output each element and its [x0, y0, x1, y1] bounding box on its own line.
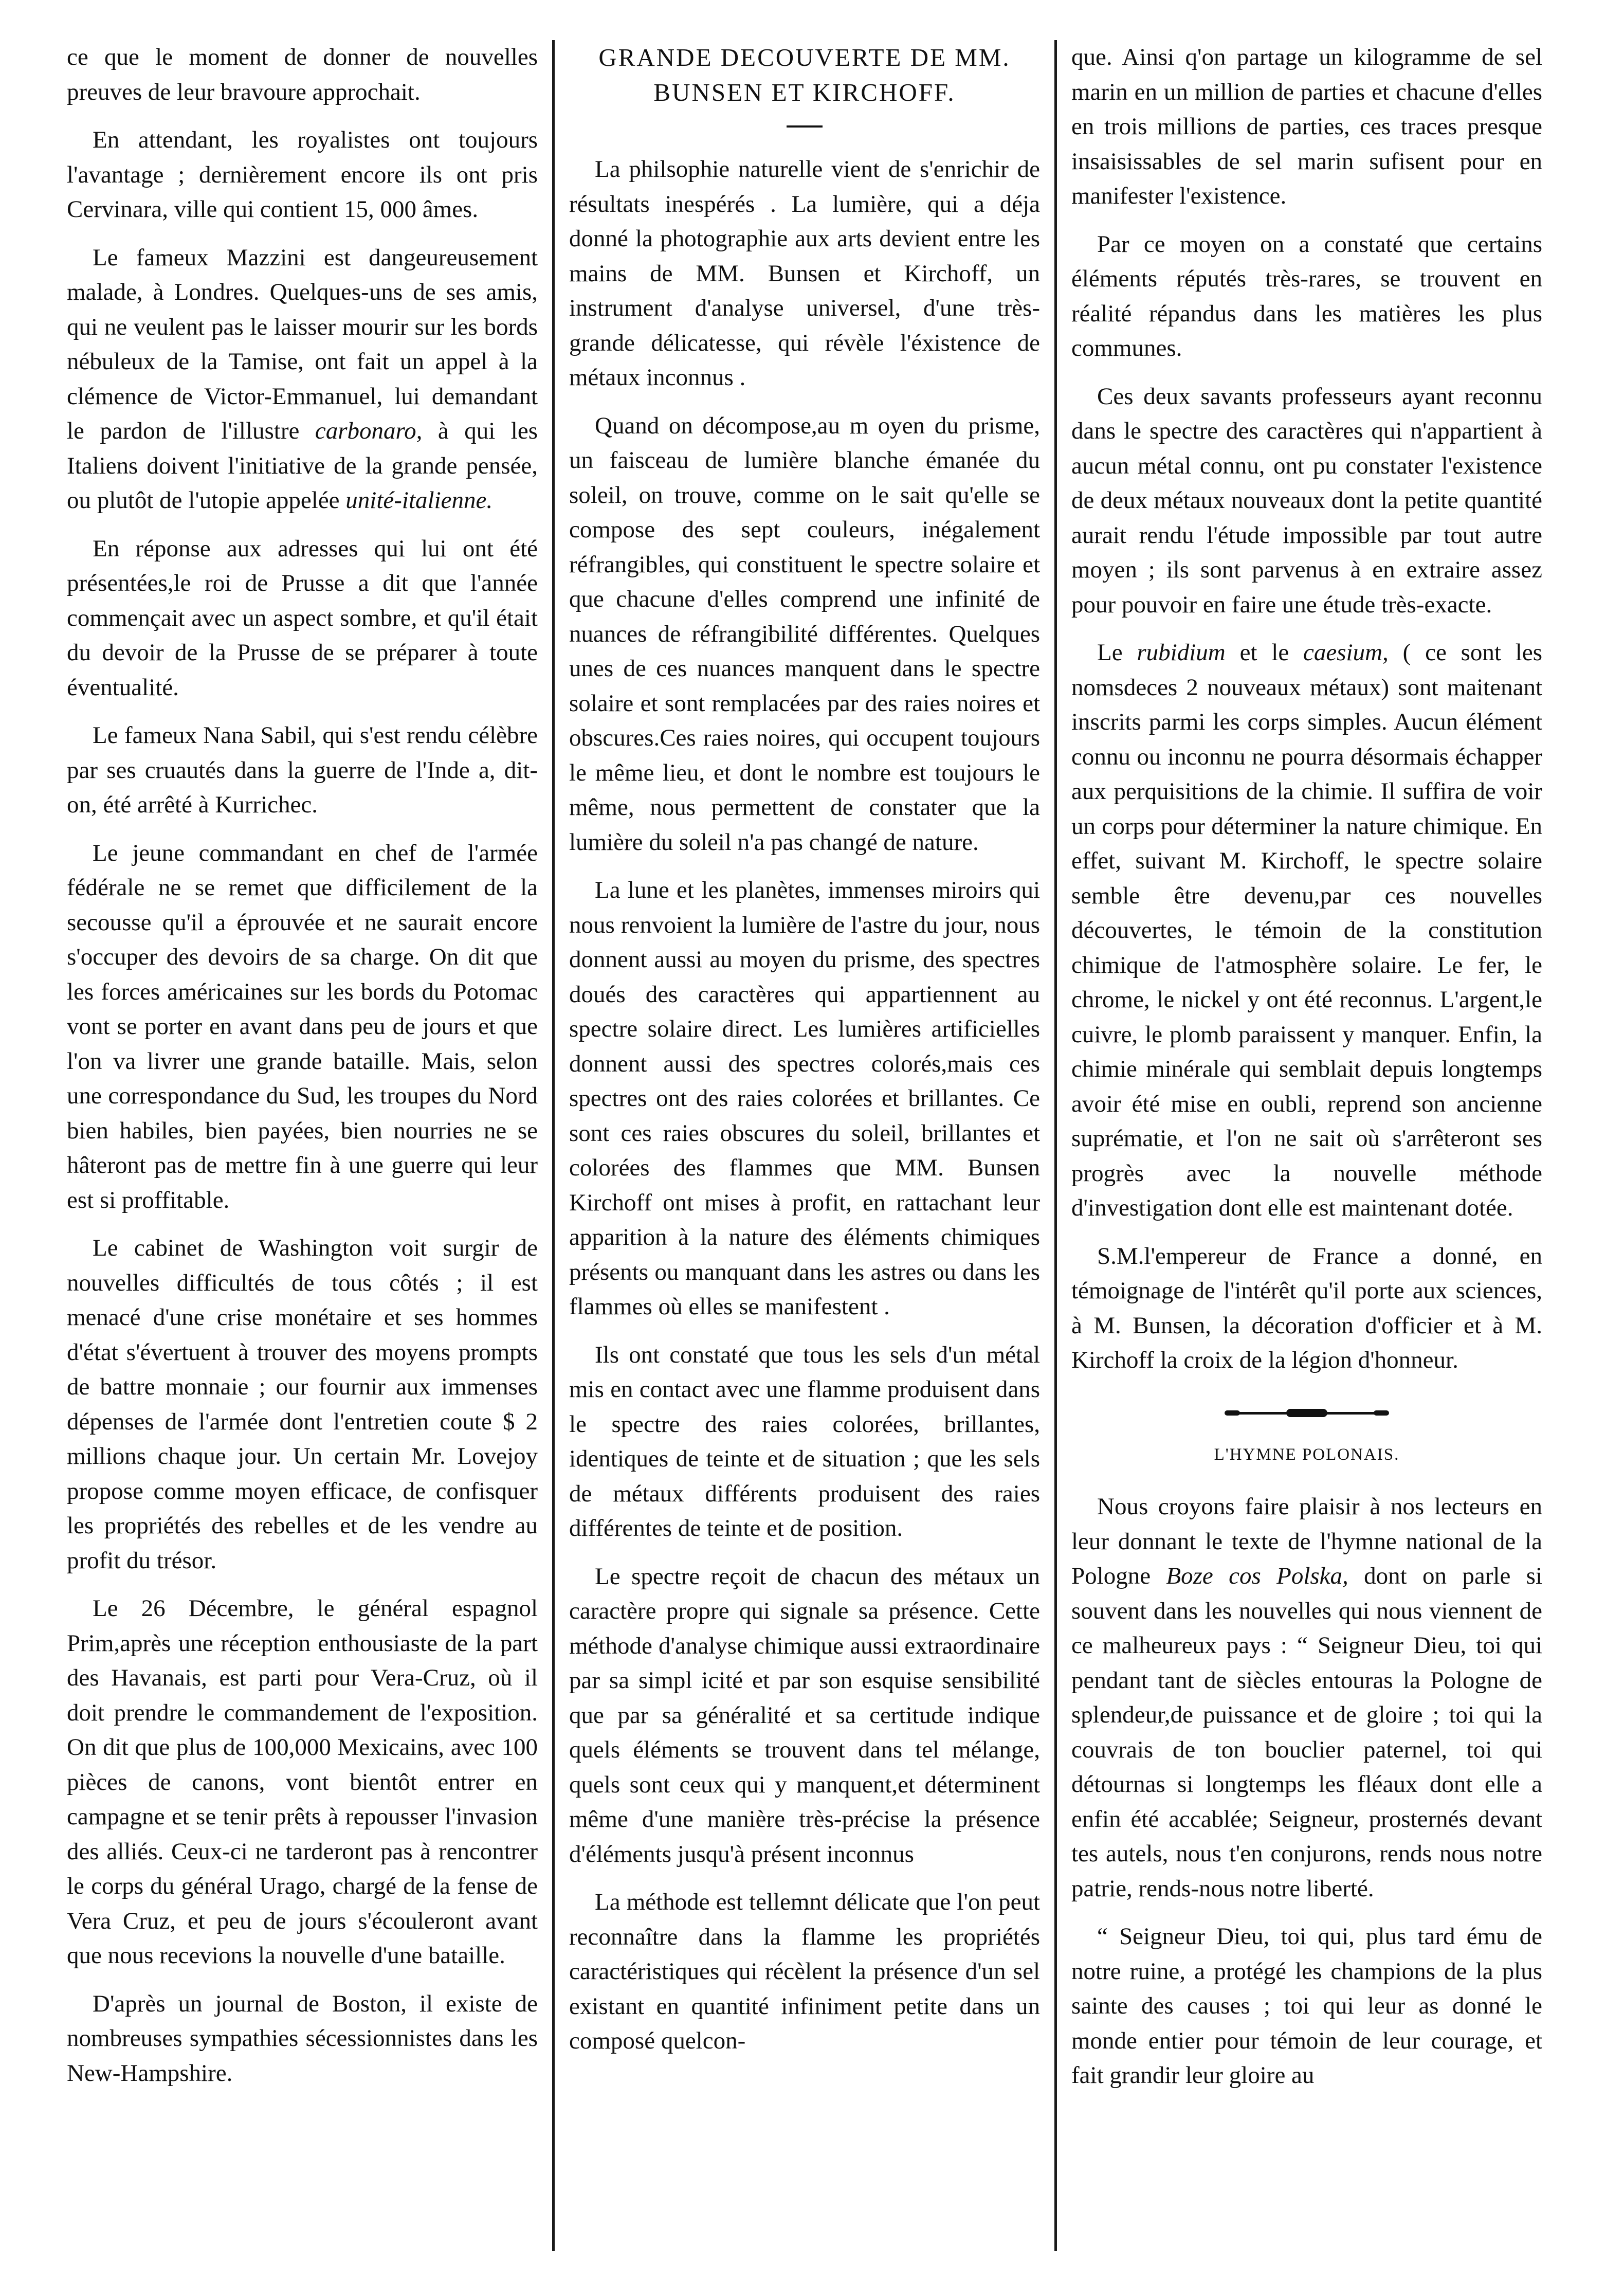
paragraph: La lune et les planètes, immenses miroirs qui nous renvoient la lumière de l'astre du jour, nous donnent aussi au moyen du prisme, des spectres doués des caractères qui appartiennent au spectre solaire direct. Les lumières artificielles donnent aussi des spectres colorés,mais ces spectres ont des raies colorées et brillantes. Ce sont ces raies obscures du soleil, brillantes et colorées des flammes que MM. Bunsen Kirchoff ont mises à profit, en rattachant leur apparition à la nature des éléments chimiques présents ou manquant dans les astres ou dans les flammes où elles se manifestent . — [569, 877, 1041, 1320]
section-divider-ornament — [1230, 1409, 1384, 1417]
paragraph: La philsophie naturelle vient de s'enrichir de résultats inespérés . La lumière, qui a déja donné la photographie aux arts devient entre les mains de MM. Bunsen et Kirchoff, un instrument d'analyse universel, d'une très-grande délicatesse, qui révèle l'éxistence de métaux inconnus . — [569, 156, 1041, 391]
italic-term: carbonaro, — [315, 418, 423, 444]
paragraph: Quand on décompose,au m oyen du prisme, un faisceau de lumière blanche émanée du soleil, on trouve, comme on le sait qu'elle se compose des sept couleurs, inégalement réfrangibles, qui constituent le spectre solaire et que chacune d'elles comprend une infinité de nuances de réfrangibilité différentes. Quelques unes de ces nuances manquent dans le spectre solaire et sont remplacées par des raies noires et obscures.Ces raies noires, qui occupent toujours le même lieu, et dont le nombre est toujours le même, nous permettent de constater que la lumière du soleil n'a pas changé de nature. — [569, 412, 1041, 856]
paragraph: Nous croyons faire plaisir à nos lecteurs en leur donnant le texte de l'hymne national de la Pologne Boze cos Polska, dont on parle si souvent dans les nouvelles qui nous viennent de ce malheureux pays : “ Seigneur Dieu, toi qui pendant tant de siècles entouras la Pologne de splendeur,de puissance et de gloire ; toi qui la couvrais de ton bouclier paternel, toi qui détournas si longtemps les fléaux dont elle a enfin été accablée; Seigneur, prosternés devant tes autels, nous t'en conjurons, rends nous notre patrie, rends-nous notre liberté. — [1071, 1493, 1543, 1902]
italic-title: Boze cos Polska, — [1166, 1563, 1348, 1589]
column-divider — [1054, 40, 1057, 2251]
column-2 — [559, 40, 1050, 2251]
column-3 — [1061, 40, 1553, 2251]
column-1 — [57, 40, 548, 2251]
paragraph: ce que le moment de donner de nouvelles preuves de leur bravoure approchait. — [67, 44, 538, 105]
paragraph: Le fameux Nana Sabil, qui s'est rendu célèbre par ses cruautés dans la guerre de l'Inde a, dit-on, été arrêté à Kurrichec. — [67, 722, 538, 818]
paragraph: Le 26 Décembre, le général espagnol Prim,après une réception enthousiaste de la part des Havanais, est parti pour Vera-Cruz, où il doit prendre le commandement de l'exposition. On dit que plus de 100,000 Mexicains, avec 100 pièces de canons, vont bientôt entrer en campagne et se tenir prêts à repousser l'invasion des alliés. Ceux-ci ne tarderont pas à rencontrer le corps du général Urago, chargé de la fense de Vera Cruz, et peu de jours s'écouleront avant que nous recevions la nouvelle d'une bataille. — [67, 1595, 538, 1969]
paragraph: Par ce moyen on a constaté que certains éléments réputés très-rares, se trouvent en réalité répandus dans les matières les plus communes. — [1071, 230, 1543, 361]
column-divider — [552, 40, 555, 2251]
italic-term: unité-italienne. — [345, 487, 493, 514]
italic-term: caesium, — [1303, 639, 1389, 666]
paragraph: Le fameux Mazzini est dangeureusement malade, à Londres. Quelques-uns de ses amis, qui ne veulent pas le laisser mourir sur les bords nébuleux de la Tamise, ont fait un appel à la clémence de Victor-Emmanuel, lui demandant le pardon de l'illustre carbonaro, à qui les Italiens doivent l'initiative de la grande pensée, ou plutôt de l'utopie appelée unité-italienne. — [67, 244, 538, 514]
italic-term: rubidium — [1137, 639, 1226, 666]
paragraph: S.M.l'empereur de France a donné, en témoignage de l'intérêt qu'il porte aux sciences, à M. Bunsen, la décoration d'officier et à M. Kirchoff la croix de la légion d'honneur. — [1071, 1242, 1543, 1373]
paragraph: En attendant, les royalistes ont toujours l'avantage ; dernièrement encore ils ont pris Cervinara, ville qui contient 15, 000 âmes. — [67, 126, 538, 223]
paragraph: D'après un journal de Boston, il existe de nombreuses sympathies sécessionnistes dans les New-Hampshire. — [67, 1990, 538, 2087]
newspaper-page — [57, 40, 1553, 2251]
section-subhead: L'HYMNE POLONAIS. — [1214, 1445, 1400, 1464]
paragraph: “ Seigneur Dieu, toi qui, plus tard ému de notre ruine, a protégé les champions de la plus sainte des causes ; toi qui leur as donné le monde entier pour témoin de leur courage, et fait grandir leur gloire au — [1071, 1923, 1543, 2089]
paragraph: Le rubidium et le caesium, ( ce sont les nomsdeces 2 nouveaux métaux) sont maitenant inscrits parmi les corps simples. Aucun élément connu ou inconnu ne pourra désormais échapper aux perquisitions de la chimie. Il suffira de voir un corps pour déterminer la nature chimique. En effet, suivant M. Kirchoff, le spectre solaire semble être devenu,par ces nouvelles découvertes, le témoin de la constitution chimique de l'atmosphère solaire. Le fer, le chrome, le nickel y ont été reconnus. L'argent,le cuivre, le plomb paraissent y manquer. Enfin, la chimie minérale qui semblait depuis longtemps avoir été mise en oubli, reprend son ancienne suprématie, et l'on ne sait où s'arrêteront ses progrès avec la nouvelle méthode d'investigation dont elle est maintenant dotée. — [1071, 639, 1543, 1221]
paragraph: que. Ainsi q'on partage un kilogramme de sel marin en un million de parties et chacune d'elles en trois millions de parties, ces traces presque insaisissables de sel marin sufisent pour en manifester l'existence. — [1071, 44, 1543, 209]
paragraph: Le spectre reçoit de chacun des métaux un caractère propre qui signale sa présence. Cette méthode d'analyse chimique aussi extraordinaire par sa simpl icité et par son esquise sensibilité que par sa généralité et sa certitude indique quels éléments se trouvent dans tel mélange, quels sont ceux qui y manquent,et déterminent même d'une manière très-précise la présence d'éléments jusqu'à présent inconnus — [569, 1563, 1041, 1868]
paragraph: Le jeune commandant en chef de l'armée fédérale ne se remet que difficilement de la secousse qu'il a éprouvée et ne saurait encore s'occuper des devoirs de sa charge. On dit que les forces américaines sur les bords du Potomac vont se porter en avant dans peu de jours et que l'on va livrer une grande bataille. Mais, selon une correspondance du Sud, les troupes du Nord bien habiles, bien payées, bien nourries ne se hâteront pas de mettre fin à une guerre qui leur est si proffitable. — [67, 839, 538, 1213]
paragraph: Le cabinet de Washington voit surgir de nouvelles difficultés de tous côtés ; il est menacé d'une crise monétaire et ses hommes d'état s'évertuent à trouver des moyens prompts de battre monnaie ; our fournir aux immenses dépenses de l'armée dont l'entretien coute $ 2 millions chaque jour. Un certain Mr. Lovejoy propose comme moyen efficace, de confisquer les propriétés des rebelles et de les vendre au profit du trésor. — [67, 1235, 538, 1574]
article-headline: GRANDE DECOUVERTE DE MM. BUNSEN ET KIRCHOFF. — [598, 43, 1011, 106]
paragraph: En réponse aux adresses qui lui ont été présentées,le roi de Prusse a dit que l'année commençait avec un aspect sombre, et qu'il était du devoir de la Prusse de se préparer à toute éventualité. — [67, 535, 538, 701]
paragraph: Ces deux savants professeurs ayant reconnu dans le spectre des caractères qui n'appartient à aucun métal connu, ont pu constater l'existence de deux métaux nouveaux dont la petite quantité aurait rendu l'étude impossible par tout autre moyen ; ils sont parvenus à en extraire assez pour pouvoir en faire une étude très-exacte. — [1071, 383, 1543, 618]
paragraph: La méthode est tellemnt délicate que l'on peut reconnaître dans la flamme les propriétés caractéristiques qui récèlent la présence d'un sel existant en quantité infiniment petite dans un composé quelcon- — [569, 1889, 1041, 2054]
paragraph: Ils ont constaté que tous les sels d'un métal mis en contact avec une flamme produisent dans le spectre des raies colorées, brillantes, identiques de teinte et de situation ; que les sels de métaux différents produisent des raies différentes de teinte et de position. — [569, 1341, 1041, 1542]
headline-dash — [787, 125, 823, 128]
